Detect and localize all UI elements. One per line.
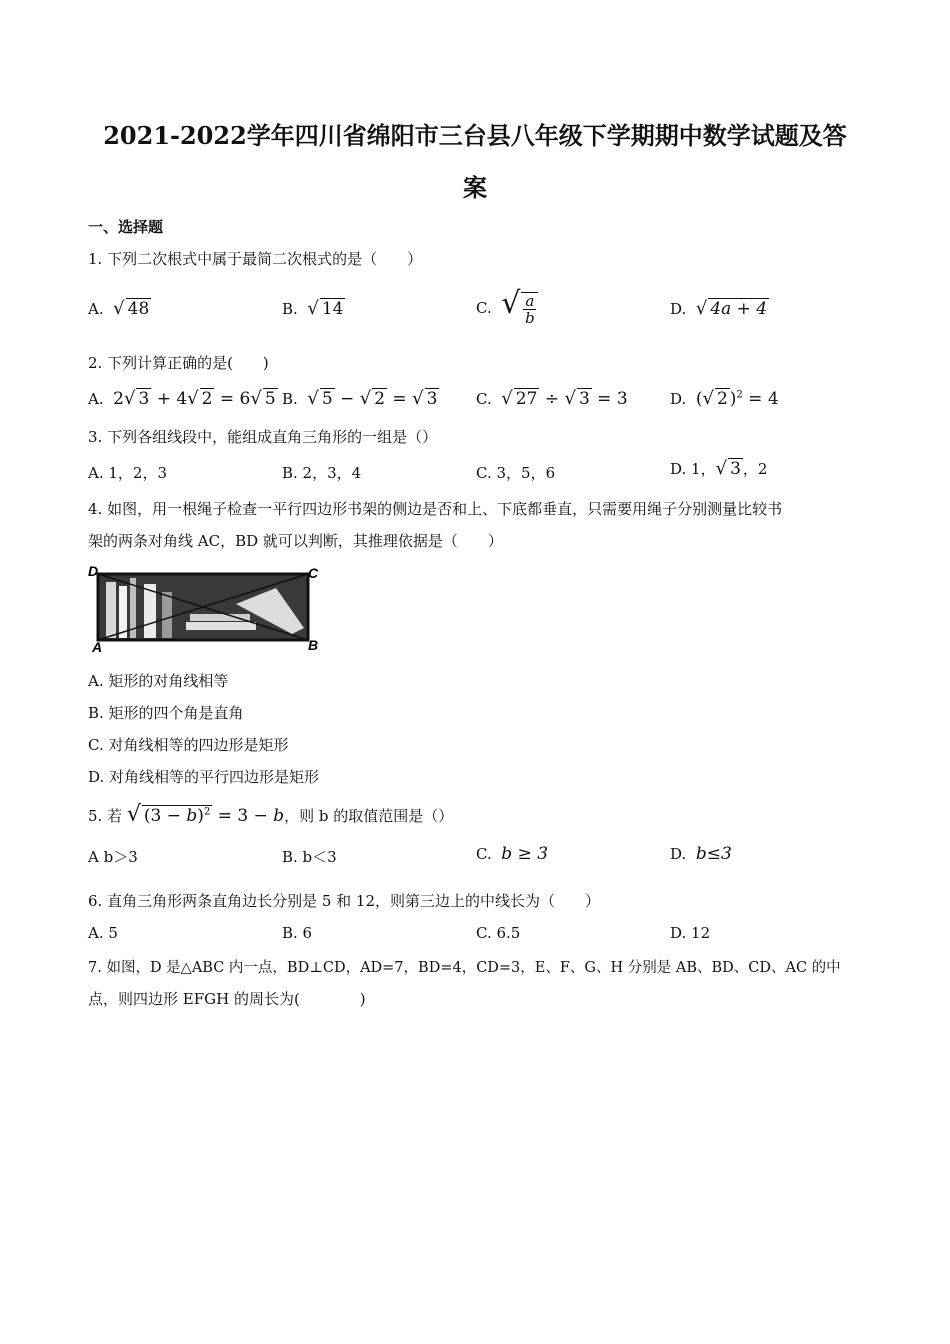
document-title-line-1: 2021-2022学年四川省绵阳市三台县八年级下学期期中数学试题及答 [103,121,847,150]
q2-option-c: C. √ 27 ÷ √ 3 = 3 [476,388,628,409]
book [186,622,256,630]
q5-option-c: C. b ≥ 3 [476,844,549,864]
q5-stem: 5. 若 √ $(3 - b)^2 = 3 - b$，则 b 的取值范围是（） [88,802,454,827]
q4-stem-line-2: 架的两条对角线 AC，BD 就可以判断，其推理依据是（ ） [88,532,503,550]
q6-option-c: C. 6.5 [476,924,521,942]
section-heading: 一、选择题 [88,218,164,236]
bookshelf-figure-svg [86,562,326,654]
q3-option-d: D. 1，√ 3 ，2 [670,458,768,479]
document-title-line-2: 案 [463,173,487,202]
vertex-label-b: B [308,637,319,653]
q4-option-b: B. 矩形的四个角是直角 [88,704,244,722]
q7-stem-line-1: 7. 如图，D 是△ABC 内一点，BD⊥CD，AD=7，BD=4，CD=3，E、F、G、H 分别是 AB、BD、CD、AC 的中 [88,960,841,976]
q4-option-d: D. 对角线相等的平行四边形是矩形 [88,768,320,786]
q3-option-b: B. 2，3，4 [282,464,362,482]
book [119,586,127,638]
q3-option-c: C. 3，5，6 [476,464,556,482]
book [190,614,250,621]
q7-stem-line-2: 点，则四边形 EFGH 的周长为( ) [88,990,366,1008]
bookshelf-figure [86,562,326,654]
q2-option-b: B. √ 5 − √ 2 = √ 3 [282,388,438,409]
q2-option-d: D. (√ 2 )$^2$ = 4 [670,388,779,409]
q6-option-a: A. 5 [88,924,118,942]
q4-option-a: A. 矩形的对角线相等 [88,672,229,690]
q5-option-a: A b＞3 [88,848,138,866]
q5-option-d: D. b≤3 [670,844,732,864]
q1-option-b: B. √ 14 [282,298,344,319]
q1-option-a: A. √ 48 [88,298,150,319]
q6-stem: 6. 直角三角形两条直角边长分别是 5 和 12，则第三边上的中线长为（ ） [88,892,601,910]
vertex-label-d: D [88,563,99,579]
q5-option-b: B. b＜3 [282,848,337,866]
book [106,582,116,638]
vertex-label-c: C [308,565,319,581]
q4-stem-line-1: 4. 如图，用一根绳子检查一平行四边形书架的侧边是否和上、下底都垂直，只需要用绳子分别测量比较书 [88,500,783,518]
book [162,592,172,638]
q1-stem: 1. 下列二次根式中属于最简二次根式的是（ ） [88,250,423,268]
q6-option-d: D. 12 [670,924,711,942]
q3-option-a: A. 1，2，3 [88,464,167,482]
q6-option-b: B. 6 [282,924,313,942]
q2-stem: 2. 下列计算正确的是( ) [88,354,269,372]
q2-option-a: A. 2√ 3 + 4√ 2 = 6√ 5 [88,388,276,409]
q3-stem: 3. 下列各组线段中，能组成直角三角形的一组是（） [88,428,438,446]
q1-option-d: D. √ 4a + 4 [670,298,768,319]
q4-option-c: C. 对角线相等的四边形是矩形 [88,736,289,754]
vertex-label-a: A [92,639,103,654]
q1-option-c: C. √ $\frac{a}{b}$ [476,286,538,326]
